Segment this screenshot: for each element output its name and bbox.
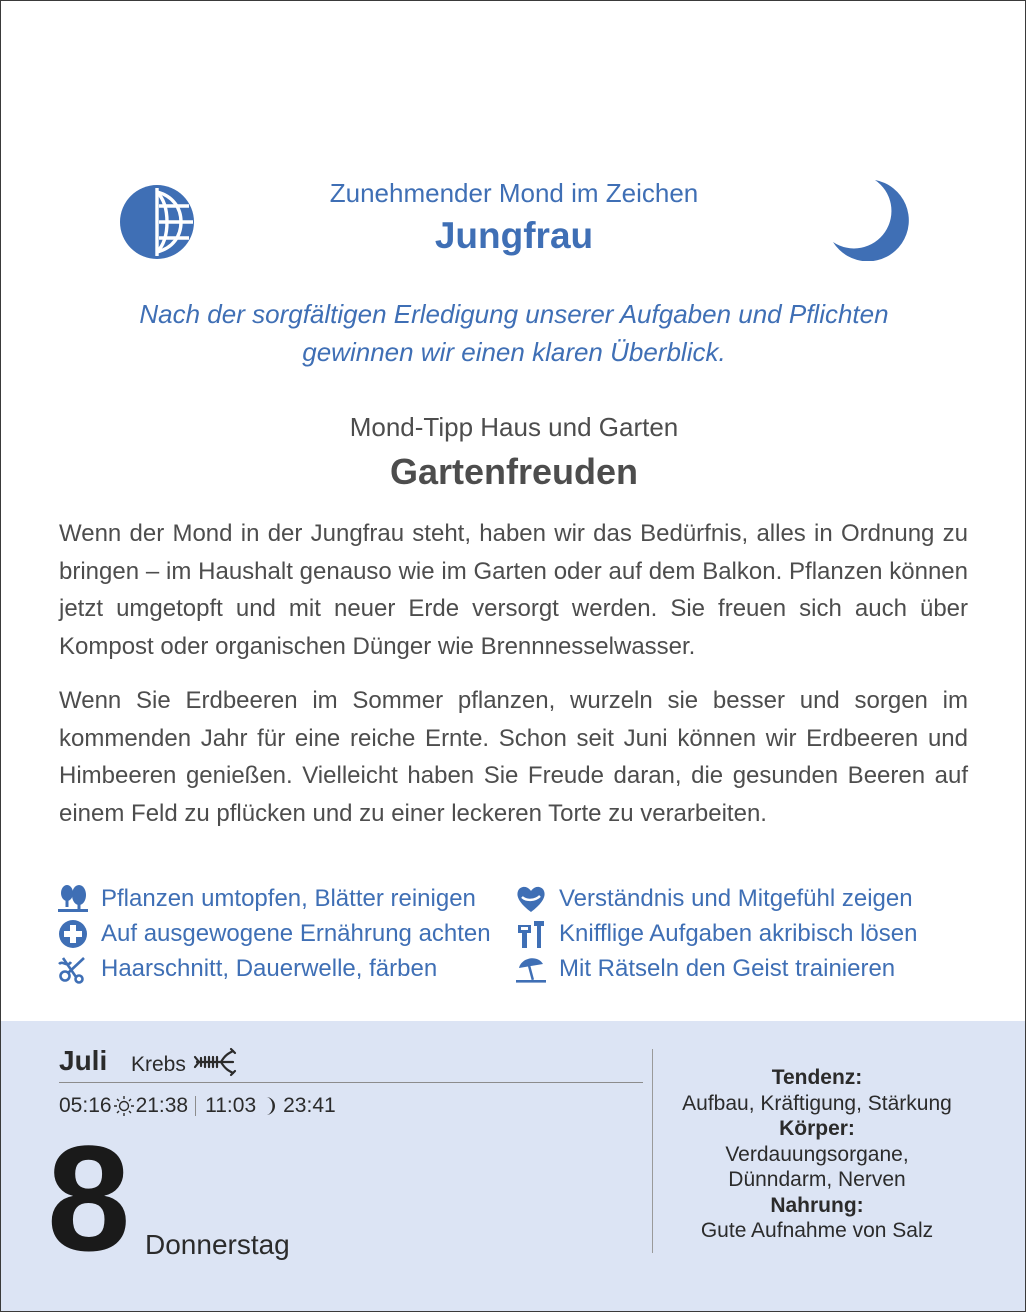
cancer-lobster-icon	[193, 1047, 237, 1077]
tendency-label: Tendenz:	[771, 1066, 863, 1089]
activity-item	[57, 916, 491, 951]
month-label: Juli	[59, 1045, 108, 1076]
activity-item	[57, 881, 491, 916]
activity-item	[515, 916, 917, 951]
activity-text: Haarschnitt, Dauerwelle, färben	[101, 954, 438, 982]
moon-phase-text: Zunehmender Mond im Zeichen	[329, 178, 699, 208]
crescent-moon-icon	[831, 179, 917, 261]
moonset-time: 23:41	[283, 1094, 336, 1117]
beach-umbrella-icon	[515, 954, 547, 984]
motto	[61, 295, 967, 371]
body-text: Dünndarm, Nerven	[728, 1168, 906, 1191]
motto-line: Nach der sorgfältigen Erledigung unserer Aufgaben und Pflichten	[139, 299, 889, 329]
activity-list-left	[57, 881, 491, 986]
footer-divider	[59, 1082, 643, 1083]
tip-label: Mond-Tipp Haus und Garten	[349, 412, 679, 442]
body-paragraph: Wenn Sie Erdbeeren im Sommer pflanzen, wurzeln sie besser und sorgen im kommenden Jahr für eine reiche Ernte. Schon seit Juni können wir Erdbeeren und Himbeeren genießen. Vielleicht haben Sie Freude daran, die gesunden Beeren auf einem Feld zu pflücken und zu einer leckeren Torte zu verarbeiten.	[59, 687, 968, 827]
moonrise-time: 11:03	[205, 1094, 257, 1117]
body-label: Körper:	[779, 1117, 855, 1140]
health-cross-icon	[57, 919, 89, 949]
activity-text: Auf ausgewogene Ernährung achten	[101, 919, 491, 947]
moon-icon	[263, 1096, 277, 1116]
motto-line: gewinnen wir einen klaren Überblick.	[302, 337, 726, 367]
tendency-text: Aufbau, Kräftigung, Stärkung	[682, 1091, 952, 1115]
activity-item	[515, 881, 917, 916]
activity-list-right	[515, 881, 917, 986]
footer-vertical-divider	[652, 1049, 653, 1253]
moon-info-box	[661, 1065, 973, 1244]
zodiac-label: Krebs	[131, 1053, 186, 1076]
heart-icon	[515, 884, 547, 914]
moon-sign-title: Jungfrau	[434, 215, 594, 256]
trees-icon	[57, 884, 89, 914]
activity-text: Verständnis und Mitgefühl zeigen	[559, 884, 913, 912]
activity-item	[57, 951, 491, 986]
activity-text: Pflanzen umtopfen, Blätter reinigen	[101, 884, 476, 912]
tools-icon	[515, 919, 547, 949]
activity-text: Knifflige Aufgaben akribisch lösen	[559, 919, 918, 947]
activity-text: Mit Rätseln den Geist trainieren	[559, 954, 896, 982]
time-separator	[195, 1096, 196, 1116]
body-paragraph: Wenn der Mond in der Jungfrau steht, haben wir das Bedürfnis, alles in Ordnung zu bringen – im Haushalt genauso wie im Garten oder auf dem Balkon. Pflanzen können jetzt umgetopft und mit neuer Erde versorgt werden. Sie freuen sich auch über Kompost oder organischen Dünger wie Brennnesselwasser.	[59, 520, 968, 660]
activity-item	[515, 951, 917, 986]
scissors-icon	[57, 954, 89, 984]
weekday-label: Donnerstag	[145, 1229, 290, 1260]
sunrise-time: 05:16	[59, 1094, 112, 1117]
food-text: Gute Aufnahme von Salz	[700, 1219, 934, 1242]
day-number: 8	[47, 1114, 131, 1282]
body-text: Verdauungsorgane,	[725, 1142, 909, 1166]
tip-title: Gartenfreuden	[389, 451, 639, 492]
food-label: Nahrung:	[770, 1193, 864, 1217]
sunset-time: 21:38	[135, 1094, 189, 1117]
